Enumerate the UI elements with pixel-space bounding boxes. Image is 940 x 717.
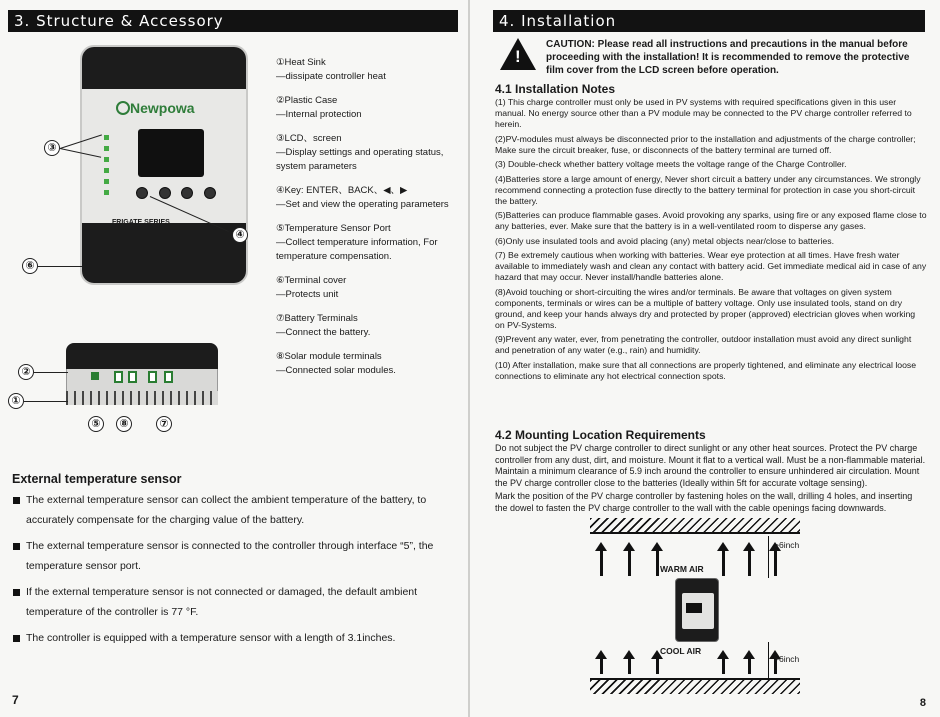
newpowa-logo-icon [116,101,130,115]
warm-air-label: WARM AIR [660,564,704,574]
list-item: If the external temperature sensor is not connected or damaged, the default ambient temperature of the controller is 77 °F. [12,582,460,622]
case-body [66,369,218,391]
terminal-port-icon [164,371,173,383]
back-key-icon [159,187,171,199]
up-arrow-icon [628,550,631,576]
status-leds [104,135,128,215]
up-arrow-icon [600,658,603,674]
callout-heat-sink: ① [8,393,24,409]
lcd-screen [138,129,204,177]
section-header-structure: 3. Structure & Accessory [8,10,458,32]
callout-plastic-case: ② [18,364,34,380]
terminal-port-icon [148,371,157,383]
accessory-item: ④Key: ENTER、BACK、◀、▶ —Set and view the operating parameters [276,185,449,210]
accessory-list [276,56,456,388]
up-arrow-icon [722,550,725,576]
mounting-text [495,443,927,516]
mounting-paragraph: Mark the position of the PV charge controller by fastening holes on the wall, drilling 4 holes, and inserting the dowel to fasten the PV charge controller to the wall with the cable openings facing downwards. [495,491,913,513]
external-sensor-title: External temperature sensor [12,472,182,486]
list-item: The external temperature sensor is connected to the controller through interface “5”, the temperature sensor port. [12,536,460,576]
clearance-top-label: >6inch [774,540,800,550]
page-number: 7 [12,693,19,707]
callout-keys: ④ [232,227,248,243]
enter-key-icon [136,187,148,199]
heat-sink-top [82,47,246,89]
note-item: (1) This charge controller must only be used in PV systems with required specifications given in this user manual. No energy source other than a PV module may be connected to the PV charge controller referred to herein. [495,97,912,129]
clearance-dimension-line [768,536,769,578]
warning-icon: ! [500,38,536,70]
floor-hatch [590,678,800,694]
up-arrow-icon [600,550,603,576]
up-arrow-icon [722,658,725,674]
accessory-item: ②Plastic Case —Internal protection [276,95,362,120]
accessory-item: ③LCD、screen —Display settings and operating status, system parameters [276,133,444,172]
terminal-port-icon [114,371,123,383]
callout-terminal-cover: ⑥ [22,258,38,274]
callout-sensor-port: ⑤ [88,416,104,432]
page-number: 8 [919,697,926,709]
note-item: (5)Batteries can produce flammable gases. Avoid provoking any sparks, using fire or any exposed flame close to any batteries, ever. Make sure that the battery is in a well-ventilated room to disperse any gases. [495,210,927,231]
note-item: (3) Double-check whether battery voltage meets the voltage range of the Charge Controller. [495,159,847,169]
note-item: (10) After installation, make sure that all connections are properly tightened, and eliminate any electrical loose connections to eliminate any hot electrical connection spots. [495,359,917,381]
up-arrow-icon [748,658,751,674]
accessory-item: ⑤Temperature Sensor Port —Collect temperature information, For temperature compensation. [276,223,438,262]
section-header-installation: 4. Installation [493,10,925,32]
sensor-port-icon [91,372,99,380]
note-item: (8)Avoid touching or short-circuiting the wires and/or terminals. Be aware that voltages on given system components, terminals or wires can be a multiple of battery voltage. Only use insulated tools, stand on dry ground, and keep your hands always dry and protected by proper (approved) electrician gloves when working on PV-Systems. [495,286,916,330]
accessory-item: ⑦Battery Terminals —Connect the battery. [276,313,371,338]
accessory-item: ⑥Terminal cover —Protects unit [276,275,347,300]
mounting-title: 4.2 Mounting Location Requirements [495,428,706,442]
brand-logo-text: Newpowa [130,100,195,116]
leader-line [38,266,82,267]
note-item: (7) Be extremely cautious when working with batteries. Wear eye protection at all times. Have fresh water available to immediately wash and clean any contact with battery acid. Get immediate medical aid in case of any hazard that may occur. Never install/handle batteries alone. [495,250,927,282]
ceiling-hatch [590,518,800,534]
callout-solar-terminals: ⑧ [116,416,132,432]
clearance-bottom-label: >6inch [774,654,800,664]
up-arrow-icon [656,658,659,674]
up-arrow-icon [628,658,631,674]
note-item: (4)Batteries store a large amount of energy, Never short circuit a battery under any circumstances. We strongly recommend connecting a protection fuse directly to the battery terminal for protection in case you short-circuit the battery. [495,173,921,206]
cool-air-label: COOL AIR [660,646,702,656]
terminal-port-icon [128,371,137,383]
right-key-icon [204,187,216,199]
heat-sink-fins [66,391,218,405]
caution-text: CAUTION: Please read all instructions and precautions in the manual before proceeding with the installation! It is recommended to remove the protective film cover from the LCD screen before operation. [546,39,910,76]
right-page [470,0,940,717]
clearance-dimension-line [768,642,769,678]
list-item: The external temperature sensor can collect the ambient temperature of the battery, to accurately compensate for the charging value of the battery. [12,490,460,530]
terminal-cover [82,223,246,283]
note-item: (2)PV-modules must always be disconnected prior to the installation and adjustments of the charge controller; Make sure the circuit breaker, fuse, or disconnects of the battery terminal are turned off. [495,133,916,155]
leader-line [24,401,68,402]
up-arrow-icon [656,550,659,576]
installation-notes [495,97,927,385]
controller-bottom-illustration [66,343,218,413]
left-page [0,0,468,717]
accessory-item: ⑧Solar module terminals —Connected solar modules. [276,351,396,376]
controller-icon [675,578,719,642]
left-key-icon [181,187,193,199]
key-buttons [136,187,216,201]
leader-line [34,372,68,373]
installation-notes-title: 4.1 Installation Notes [495,82,616,96]
note-item: (9)Prevent any water, ever, from penetrating the controller, outdoor installation must avoid any direct sunlight and penetration of any water (e.g., rain) and humidity. [495,334,912,355]
accessory-item: ①Heat Sink —dissipate controller heat [276,57,386,82]
callout-lcd: ③ [44,140,60,156]
up-arrow-icon [774,550,777,576]
note-item: (6)Only use insulated tools and avoid placing (any) metal objects near/close to batteries. [495,235,834,246]
mounting-paragraph: Do not subject the PV charge controller to direct sunlight or any other heat sources. Protect the PV charge controller from any dust, dirt, and moisture. Mount it flat to a vertical wall. Must be a non-flammable material. Maintain a minimum clearance of 5.9 inch around the controller to ensure unhindered air circulation. Mount the PV charge controller close to the batteries (Ideally within 5ft for accurate voltage sensing). [495,443,926,488]
list-item: The controller is equipped with a temperature sensor with a length of 3.1inches. [12,628,460,648]
up-arrow-icon [748,550,751,576]
controller-front-illustration [80,45,248,285]
callout-battery-terminals: ⑦ [156,416,172,432]
external-sensor-list [12,490,460,654]
clearance-diagram [590,518,820,698]
